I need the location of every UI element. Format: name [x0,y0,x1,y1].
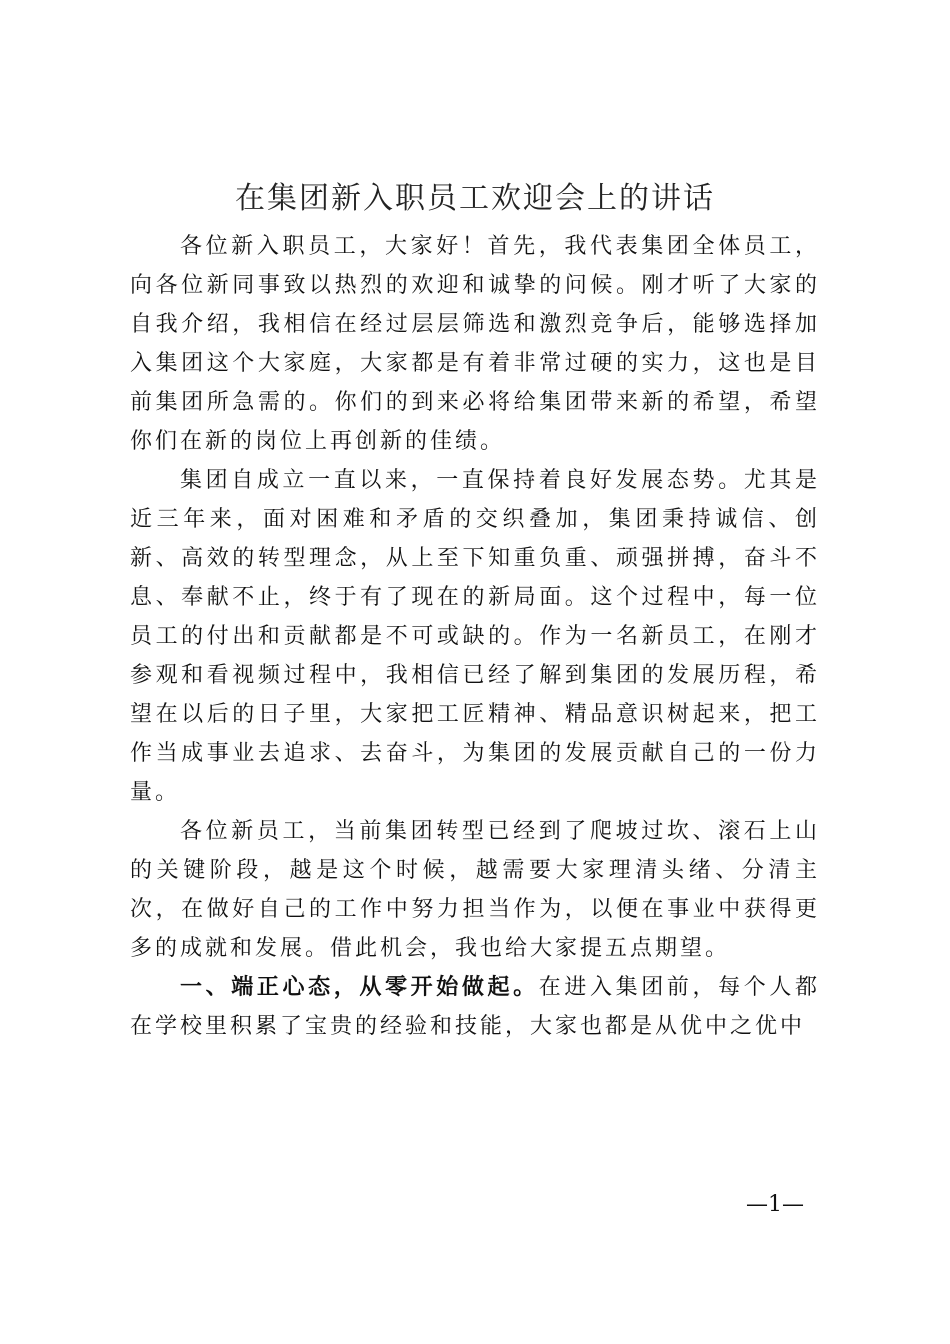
document-title: 在集团新入职员工欢迎会上的讲话 [235,181,715,216]
document-body [130,227,820,1046]
paragraph-section-1 [130,968,820,1046]
section-1-heading: 一、端正心态，从零开始做起。 [180,974,539,1000]
paragraph-greeting: 各位新入职员工，大家好！首先，我代表集团全体员工，向各位新同事致以热烈的欢迎和诚挚的问候。刚才听了大家的自我介绍，我相信在经过层层筛选和激烈竞争后，能够选择加入集团这个大家庭，大家都是有着非常过硬的实力，这也是目前集团所急需的。你们的到来必将给集团带来新的希望，希望你们在新的岗位上再创新的佳绩。 [130,234,820,454]
page-number: —1— [746,1192,804,1217]
paragraph-group-history: 集团自成立一直以来，一直保持着良好发展态势。尤其是近三年来，面对困难和矛盾的交织叠加，集团秉持诚信、创新、高效的转型理念，从上至下知重负重、顽强拼搏，奋斗不息、奉献不止，终于有了现在的新局面。这个过程中，每一位员工的付出和贡献都是不可或缺的。作为一名新员工，在刚才参观和看视频过程中，我相信已经了解到集团的发展历程，希望在以后的日子里，大家把工匠精神、精品意识树起来，把工作当成事业去追求、去奋斗，为集团的发展贡献自己的一份力量。 [130,468,820,805]
section-1-text: 在进入集团前，每个人都在学校里积累了宝贵的经验和技能，大家也都是从优中之优中 [130,975,820,1039]
paragraph-expectations: 各位新员工，当前集团转型已经到了爬坡过坎、滚石上山的关键阶段，越是这个时候，越需要大家理清头绪、分清主次，在做好自己的工作中努力担当作为，以便在事业中获得更多的成就和发展。借此机会，我也给大家提五点期望。 [130,819,820,961]
